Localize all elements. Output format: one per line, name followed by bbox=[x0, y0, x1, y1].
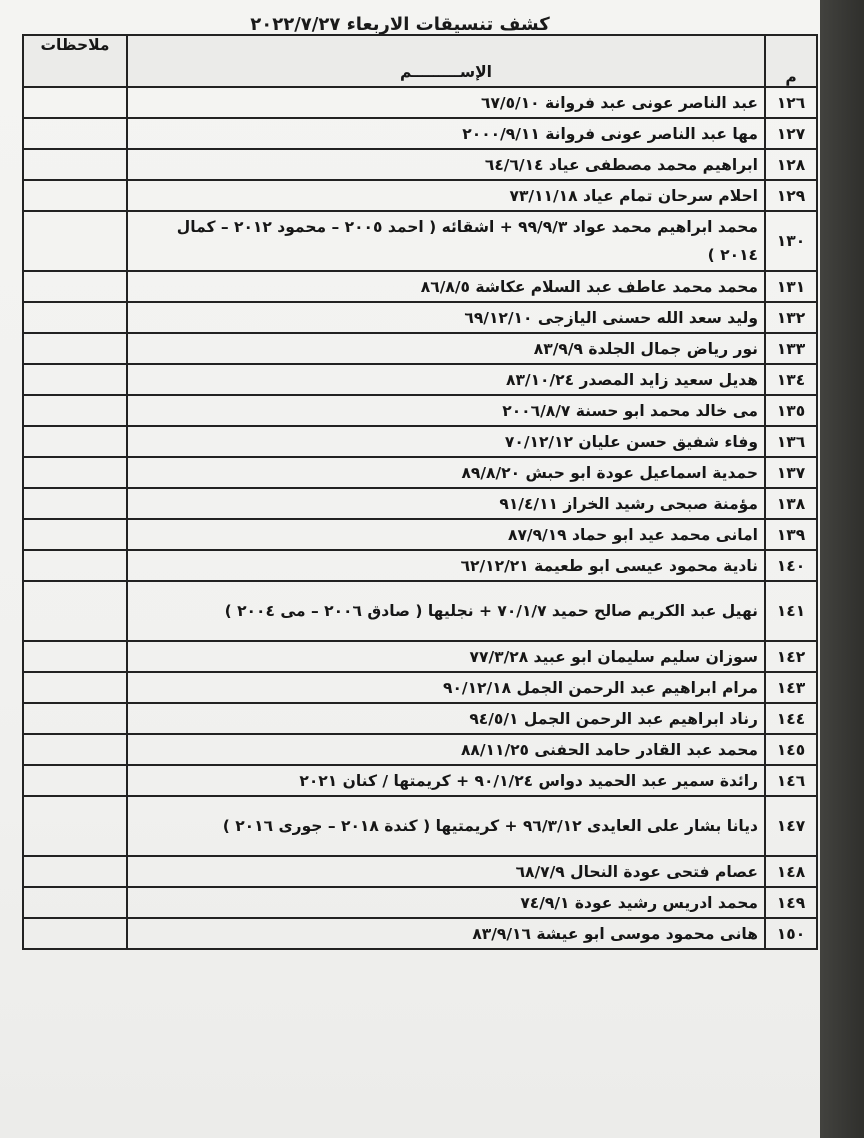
table-row bbox=[23, 426, 817, 457]
row-number: ١٣٠ bbox=[765, 211, 817, 271]
row-name: هانى محمود موسى ابو عيشة ٨٣/٩/١٦ bbox=[127, 918, 765, 949]
row-name: ابراهيم محمد مصطفى عياد ٦٤/٦/١٤ bbox=[127, 149, 765, 180]
table-row bbox=[23, 550, 817, 581]
row-name: رائدة سمير عبد الحميد دواس ٩٠/١/٢٤ + كريمتها / كنان ٢٠٢١ bbox=[127, 765, 765, 796]
row-number: ١٤٤ bbox=[765, 703, 817, 734]
row-name: ديانا بشار على العايدى ٩٦/٣/١٢ + كريمتيها ( كندة ٢٠١٨ – جورى ٢٠١٦ ) bbox=[127, 796, 765, 856]
row-number: ١٣٩ bbox=[765, 519, 817, 550]
table-row bbox=[23, 796, 817, 856]
row-name: حمدية اسماعيل عودة ابو حبش ٨٩/٨/٢٠ bbox=[127, 457, 765, 488]
row-name: عصام فتحى عودة النحال ٦٨/٧/٩ bbox=[127, 856, 765, 887]
row-number: ١٢٧ bbox=[765, 118, 817, 149]
row-notes bbox=[23, 581, 127, 641]
row-notes bbox=[23, 765, 127, 796]
table-row bbox=[23, 180, 817, 211]
row-notes bbox=[23, 796, 127, 856]
table-row bbox=[23, 118, 817, 149]
row-number: ١٣٣ bbox=[765, 333, 817, 364]
table-row bbox=[23, 333, 817, 364]
header-number: م bbox=[765, 35, 817, 87]
table-row bbox=[23, 302, 817, 333]
row-number: ١٣١ bbox=[765, 271, 817, 302]
row-name: نور رياض جمال الجلدة ٨٣/٩/٩ bbox=[127, 333, 765, 364]
row-name: عبد الناصر عونى عبد فروانة ٦٧/٥/١٠ bbox=[127, 87, 765, 118]
row-notes bbox=[23, 918, 127, 949]
row-number: ١٢٨ bbox=[765, 149, 817, 180]
row-name: احلام سرحان تمام عياد ٧٣/١١/١٨ bbox=[127, 180, 765, 211]
row-number: ١٣٧ bbox=[765, 457, 817, 488]
row-number: ١٥٠ bbox=[765, 918, 817, 949]
table-row bbox=[23, 856, 817, 887]
row-name: مرام ابراهيم عبد الرحمن الجمل ٩٠/١٢/١٨ bbox=[127, 672, 765, 703]
row-number: ١٣٢ bbox=[765, 302, 817, 333]
table-row bbox=[23, 395, 817, 426]
header-notes: ملاحظات bbox=[23, 35, 127, 87]
row-name: وليد سعد الله حسنى اليازجى ٦٩/١٢/١٠ bbox=[127, 302, 765, 333]
row-notes bbox=[23, 488, 127, 519]
table-row bbox=[23, 519, 817, 550]
row-name: مها عبد الناصر عونى فروانة ٢٠٠٠/٩/١١ bbox=[127, 118, 765, 149]
row-notes bbox=[23, 180, 127, 211]
row-notes bbox=[23, 703, 127, 734]
table-row bbox=[23, 918, 817, 949]
row-name: هديل سعيد زايد المصدر ٨٣/١٠/٢٤ bbox=[127, 364, 765, 395]
header-name: الإســـــــــم bbox=[127, 35, 765, 87]
row-number: ١٢٦ bbox=[765, 87, 817, 118]
row-number: ١٣٤ bbox=[765, 364, 817, 395]
row-name: وفاء شفيق حسن عليان ٧٠/١٢/١٢ bbox=[127, 426, 765, 457]
table-row bbox=[23, 641, 817, 672]
row-notes bbox=[23, 118, 127, 149]
row-notes bbox=[23, 519, 127, 550]
row-notes bbox=[23, 302, 127, 333]
document-title: كشف تنسيقات الاربعاء ٢٠٢٢/٧/٢٧ bbox=[250, 14, 550, 35]
row-name: رناد ابراهيم عبد الرحمن الجمل ٩٤/٥/١ bbox=[127, 703, 765, 734]
table-header-row bbox=[23, 35, 817, 87]
names-table bbox=[22, 34, 818, 950]
table-row bbox=[23, 271, 817, 302]
table-row bbox=[23, 364, 817, 395]
row-notes bbox=[23, 550, 127, 581]
row-name: محمد عبد القادر حامد الحفنى ٨٨/١١/٢٥ bbox=[127, 734, 765, 765]
table-row bbox=[23, 765, 817, 796]
row-name: مى خالد محمد ابو حسنة ٢٠٠٦/٨/٧ bbox=[127, 395, 765, 426]
row-notes bbox=[23, 887, 127, 918]
row-name: نهيل عبد الكريم صالح حميد ٧٠/١/٧ + نجليها ( صادق ٢٠٠٦ – مى ٢٠٠٤ ) bbox=[127, 581, 765, 641]
row-name: سوزان سليم سليمان ابو عبيد ٧٧/٣/٢٨ bbox=[127, 641, 765, 672]
table-row bbox=[23, 581, 817, 641]
row-number: ١٤٧ bbox=[765, 796, 817, 856]
table-row bbox=[23, 703, 817, 734]
row-name: امانى محمد عيد ابو حماد ٨٧/٩/١٩ bbox=[127, 519, 765, 550]
row-notes bbox=[23, 672, 127, 703]
table-row bbox=[23, 672, 817, 703]
row-number: ١٢٩ bbox=[765, 180, 817, 211]
row-notes bbox=[23, 87, 127, 118]
row-notes bbox=[23, 641, 127, 672]
row-notes bbox=[23, 364, 127, 395]
row-number: ١٤٥ bbox=[765, 734, 817, 765]
table-row bbox=[23, 211, 817, 271]
row-notes bbox=[23, 211, 127, 271]
row-number: ١٣٨ bbox=[765, 488, 817, 519]
row-number: ١٤٦ bbox=[765, 765, 817, 796]
row-notes bbox=[23, 271, 127, 302]
row-notes bbox=[23, 333, 127, 364]
row-name: مؤمنة صبحى رشيد الخراز ٩١/٤/١١ bbox=[127, 488, 765, 519]
row-number: ١٣٥ bbox=[765, 395, 817, 426]
row-name: محمد محمد عاطف عبد السلام عكاشة ٨٦/٨/٥ bbox=[127, 271, 765, 302]
row-notes bbox=[23, 395, 127, 426]
row-notes bbox=[23, 856, 127, 887]
row-number: ١٤٣ bbox=[765, 672, 817, 703]
table-row bbox=[23, 488, 817, 519]
row-name: محمد ابراهيم محمد عواد ٩٩/٩/٣ + اشقائه ( احمد ٢٠٠٥ – محمود ٢٠١٢ – كمال ٢٠١٤ ) bbox=[127, 211, 765, 271]
table-row bbox=[23, 87, 817, 118]
row-number: ١٤٩ bbox=[765, 887, 817, 918]
table-row bbox=[23, 457, 817, 488]
table-row bbox=[23, 734, 817, 765]
row-notes bbox=[23, 149, 127, 180]
row-number: ١٤٢ bbox=[765, 641, 817, 672]
row-number: ١٤١ bbox=[765, 581, 817, 641]
row-number: ١٤٨ bbox=[765, 856, 817, 887]
table-row bbox=[23, 149, 817, 180]
table-row bbox=[23, 887, 817, 918]
row-name: محمد ادريس رشيد عودة ٧٤/٩/١ bbox=[127, 887, 765, 918]
row-notes bbox=[23, 734, 127, 765]
row-number: ١٣٦ bbox=[765, 426, 817, 457]
row-notes bbox=[23, 426, 127, 457]
row-name: نادية محمود عيسى ابو طعيمة ٦٢/١٢/٢١ bbox=[127, 550, 765, 581]
row-number: ١٤٠ bbox=[765, 550, 817, 581]
row-notes bbox=[23, 457, 127, 488]
